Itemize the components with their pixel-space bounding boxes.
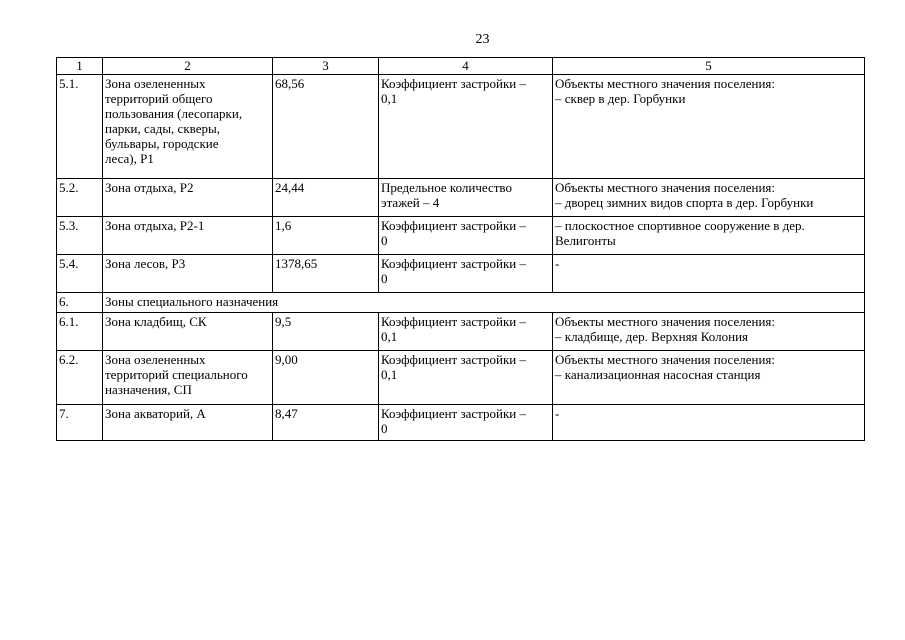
zone-params: Коэффициент застройки – 0,1 xyxy=(379,75,553,179)
page-number: 23 xyxy=(475,32,490,47)
zone-area: 1,6 xyxy=(273,217,379,255)
zone-area: 1378,65 xyxy=(273,255,379,293)
row-number: 7. xyxy=(57,405,103,441)
table-row xyxy=(57,179,865,217)
table-row xyxy=(57,313,865,351)
zone-area: 68,56 xyxy=(273,75,379,179)
table-row xyxy=(57,217,865,255)
row-number: 6.1. xyxy=(57,313,103,351)
zone-objects: Объекты местного значения поселения: – сквер в дер. Горбунки xyxy=(553,75,865,179)
header-col-2: 2 xyxy=(103,58,273,75)
section-title: Зоны специального назначения xyxy=(103,293,865,313)
zone-name: Зона отдыха, Р2-1 xyxy=(103,217,273,255)
table-row xyxy=(57,255,865,293)
zone-params: Коэффициент застройки – 0,1 xyxy=(379,313,553,351)
section-number: 6. xyxy=(57,293,103,313)
zone-objects: Объекты местного значения поселения: – кладбище, дер. Верхняя Колония xyxy=(553,313,865,351)
zone-area: 24,44 xyxy=(273,179,379,217)
table-row xyxy=(57,75,865,179)
zone-name: Зона озелененных территорий общего пользования (лесопарки, парки, сады, скверы, бульвары, городские леса), Р1 xyxy=(103,75,273,179)
zone-params: Коэффициент застройки – 0 xyxy=(379,217,553,255)
zones-table xyxy=(56,57,865,441)
zone-params: Коэффициент застройки – 0 xyxy=(379,255,553,293)
section-row xyxy=(57,293,865,313)
zone-objects: Объекты местного значения поселения: – канализационная насосная станция xyxy=(553,351,865,405)
zone-name: Зона акваторий, А xyxy=(103,405,273,441)
table-row xyxy=(57,405,865,441)
zone-name: Зона кладбищ, СК xyxy=(103,313,273,351)
zone-name: Зона лесов, Р3 xyxy=(103,255,273,293)
header-row xyxy=(57,58,865,75)
zone-params: Коэффициент застройки – 0,1 xyxy=(379,351,553,405)
zone-area: 9,00 xyxy=(273,351,379,405)
row-number: 5.2. xyxy=(57,179,103,217)
zone-params: Предельное количество этажей – 4 xyxy=(379,179,553,217)
header-col-4: 4 xyxy=(379,58,553,75)
table-row xyxy=(57,351,865,405)
header-col-1: 1 xyxy=(57,58,103,75)
header-col-3: 3 xyxy=(273,58,379,75)
table-body xyxy=(57,75,865,441)
row-number: 6.2. xyxy=(57,351,103,405)
zone-params: Коэффициент застройки – 0 xyxy=(379,405,553,441)
table-header xyxy=(57,58,865,75)
zone-area: 8,47 xyxy=(273,405,379,441)
zone-objects: - xyxy=(553,405,865,441)
zone-name: Зона отдыха, Р2 xyxy=(103,179,273,217)
header-col-5: 5 xyxy=(553,58,865,75)
zone-objects: – плоскостное спортивное сооружение в дер. Велигонты xyxy=(553,217,865,255)
row-number: 5.1. xyxy=(57,75,103,179)
zone-name: Зона озелененных территорий специального назначения, СП xyxy=(103,351,273,405)
zone-objects: - xyxy=(553,255,865,293)
row-number: 5.3. xyxy=(57,217,103,255)
zone-objects: Объекты местного значения поселения: – дворец зимних видов спорта в дер. Горбунки xyxy=(553,179,865,217)
zone-area: 9,5 xyxy=(273,313,379,351)
row-number: 5.4. xyxy=(57,255,103,293)
